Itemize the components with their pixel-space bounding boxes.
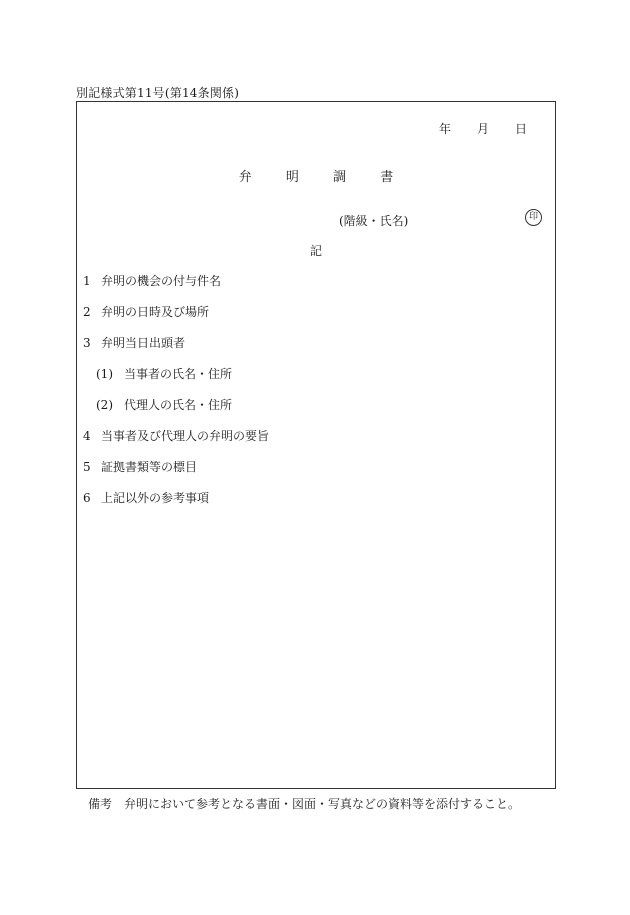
sub-item-text: 当事者の氏名・住所 [124, 367, 233, 381]
remark-label: 備考 [88, 797, 113, 811]
sub-item [96, 396, 232, 413]
item-number: 3 [83, 336, 91, 350]
remark-text: 弁明において参考となる書面・図面・写真などの資料等を添付すること。 [124, 797, 521, 811]
item-text: 弁明当日出頭者 [101, 336, 186, 350]
date-row [439, 120, 527, 137]
item-text: 当事者及び代理人の弁明の要旨 [101, 429, 270, 443]
list-item [83, 427, 269, 444]
item-text: 上記以外の参考事項 [101, 491, 210, 505]
item-number: 1 [83, 274, 91, 288]
signer-rank-name: (階級・氏名) [339, 214, 409, 228]
item-number: 5 [83, 460, 91, 474]
sub-item [96, 365, 232, 382]
list-item [83, 334, 185, 351]
list-item [83, 272, 221, 289]
list-item [83, 458, 197, 475]
ki-heading: 記 [309, 244, 322, 258]
item-number: 4 [83, 429, 91, 443]
title-char: 調 [333, 170, 347, 185]
list-item [83, 303, 209, 320]
date-month: 月 [476, 122, 489, 136]
list-item [83, 489, 209, 506]
sub-item-text: 代理人の氏名・住所 [124, 398, 233, 412]
item-number: 6 [83, 491, 91, 505]
form-number-label: 別記様式第11号(第14条関係) [76, 86, 240, 100]
item-text: 弁明の日時及び場所 [101, 305, 210, 319]
document-title [77, 166, 555, 185]
title-char: 明 [285, 170, 299, 185]
date-day: 日 [514, 122, 527, 136]
document-frame [76, 101, 556, 789]
item-text: 証拠書類等の標目 [101, 460, 198, 474]
seal-mark: 印 [525, 209, 542, 226]
sub-item-number: (1) [96, 367, 113, 381]
title-char: 弁 [238, 170, 252, 185]
remark-note [88, 795, 520, 812]
item-text: 弁明の機会の付与件名 [101, 274, 222, 288]
title-char: 書 [380, 170, 394, 185]
date-year: 年 [438, 122, 451, 136]
sub-item-number: (2) [96, 398, 113, 412]
item-number: 2 [83, 305, 91, 319]
